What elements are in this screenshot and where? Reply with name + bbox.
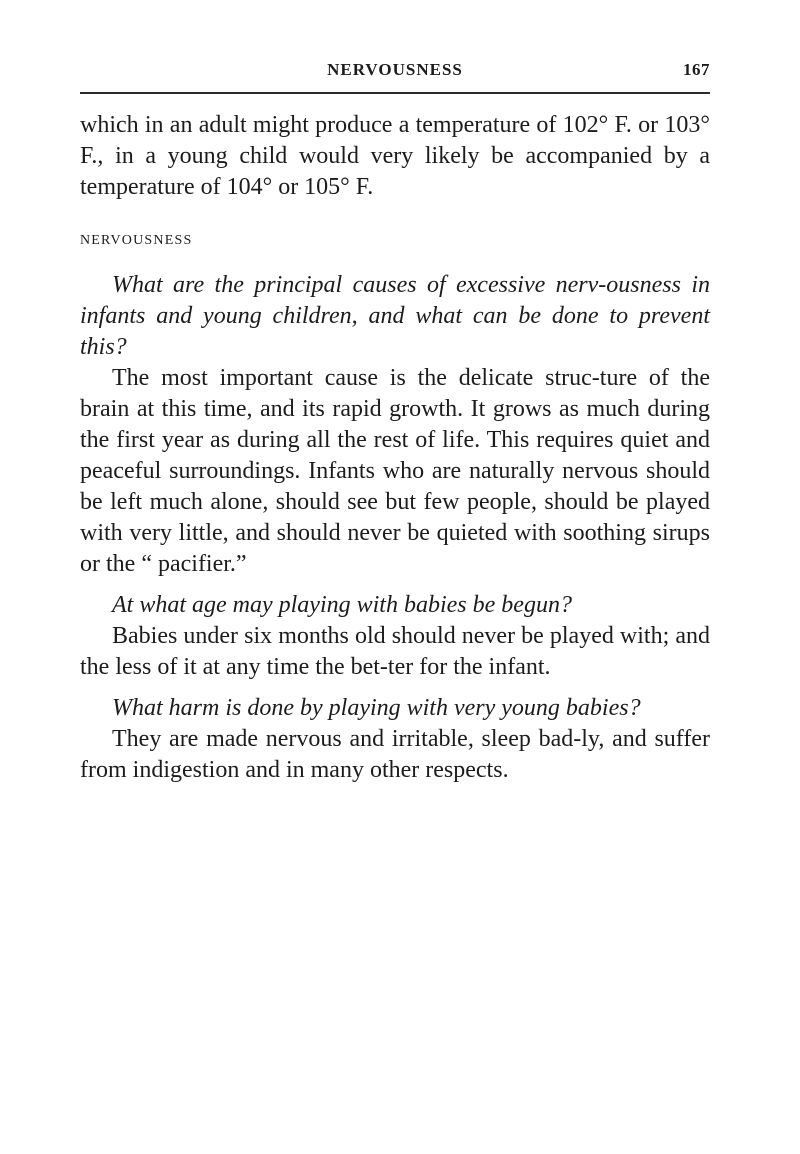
running-head [80, 58, 710, 86]
answer-2: Babies under six months old should never be played with; and the less of it at any time the bet-ter for the infant. [80, 623, 710, 680]
book-page [80, 58, 710, 786]
continuation-paragraph: which in an adult might produce a temperature of 102° F. or 103° F., in a young child would very likely be accompanied by a temperature of 104° or 105° F. [80, 112, 710, 200]
section-heading: NERVOUSNESS [80, 233, 193, 248]
answer-3: They are made nervous and irritable, sleep bad-ly, and suffer from indigestion and in many other respects. [80, 726, 710, 783]
header-rule [80, 92, 710, 94]
page-number: 167 [683, 60, 710, 79]
answer-1: The most important cause is the delicate struc-ture of the brain at this time, and its rapid growth. It grows as much during the first year as during all the rest of life. This requires quiet and peaceful surroundings. Infants who are naturally nervous should be left much alone, should see but few people, should be played with very little, and should never be quieted with soothing sirups or the “ pacifier.” [80, 365, 710, 577]
question-1: What are the principal causes of excessive nerv-ousness in infants and young children, and what can be done to prevent this? [80, 272, 710, 360]
running-title: NERVOUSNESS [327, 60, 463, 79]
question-3: What harm is done by playing with very young babies? [112, 695, 641, 721]
question-2: At what age may playing with babies be begun? [112, 592, 572, 618]
